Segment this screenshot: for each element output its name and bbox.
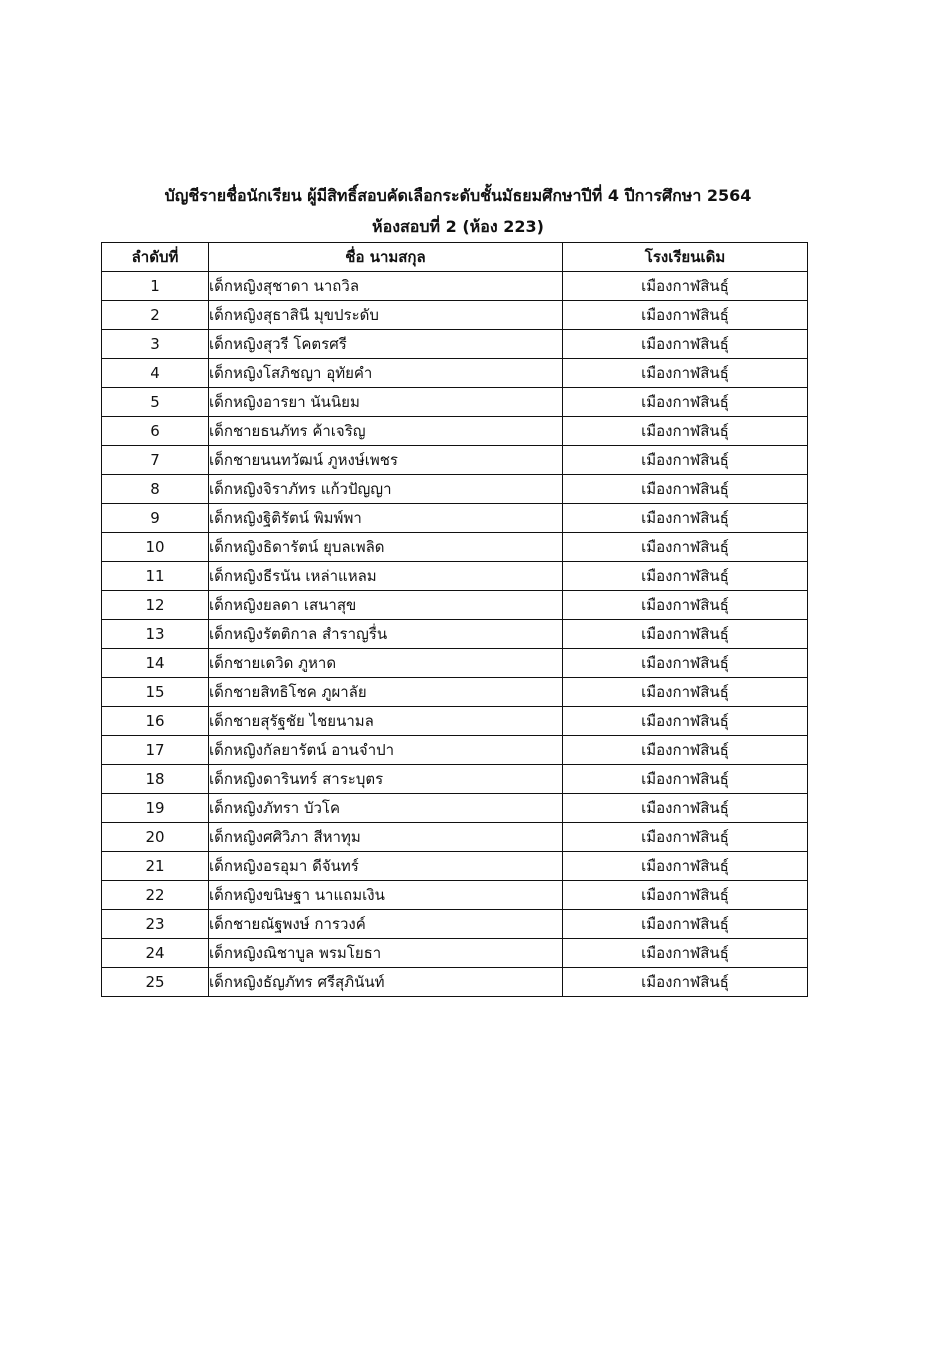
previous-school: เมืองกาฬสินธุ์	[563, 562, 808, 591]
table-body	[102, 272, 808, 997]
table-row	[102, 562, 808, 591]
row-number: 19	[102, 794, 209, 823]
row-number: 10	[102, 533, 209, 562]
row-number: 18	[102, 765, 209, 794]
row-number: 9	[102, 504, 209, 533]
previous-school: เมืองกาฬสินธุ์	[563, 417, 808, 446]
header-number: ลำดับที่	[102, 243, 209, 272]
table-row	[102, 707, 808, 736]
previous-school: เมืองกาฬสินธุ์	[563, 765, 808, 794]
row-number: 16	[102, 707, 209, 736]
student-name: เด็กชายนนทวัฒน์ ภูหงษ์เพชร	[209, 446, 563, 475]
previous-school: เมืองกาฬสินธุ์	[563, 591, 808, 620]
table-row	[102, 910, 808, 939]
previous-school: เมืองกาฬสินธุ์	[563, 910, 808, 939]
student-name: เด็กหญิงรัตติกาล สำราญรื่น	[209, 620, 563, 649]
header-school: โรงเรียนเดิม	[563, 243, 808, 272]
student-name: เด็กหญิงฐิติรัตน์ พิมพ์พา	[209, 504, 563, 533]
previous-school: เมืองกาฬสินธุ์	[563, 881, 808, 910]
row-number: 14	[102, 649, 209, 678]
previous-school: เมืองกาฬสินธุ์	[563, 446, 808, 475]
table-row	[102, 678, 808, 707]
row-number: 3	[102, 330, 209, 359]
previous-school: เมืองกาฬสินธุ์	[563, 475, 808, 504]
row-number: 15	[102, 678, 209, 707]
row-number: 22	[102, 881, 209, 910]
header-name: ชื่อ นามสกุล	[209, 243, 563, 272]
row-number: 5	[102, 388, 209, 417]
previous-school: เมืองกาฬสินธุ์	[563, 272, 808, 301]
row-number: 11	[102, 562, 209, 591]
student-name: เด็กหญิงธัญภัทร ศรีสุภินันท์	[209, 968, 563, 997]
table-row	[102, 649, 808, 678]
row-number: 20	[102, 823, 209, 852]
previous-school: เมืองกาฬสินธุ์	[563, 620, 808, 649]
student-name: เด็กหญิงสุวรี โคตรศรี	[209, 330, 563, 359]
table-row	[102, 417, 808, 446]
previous-school: เมืองกาฬสินธุ์	[563, 823, 808, 852]
table-row	[102, 388, 808, 417]
previous-school: เมืองกาฬสินธุ์	[563, 968, 808, 997]
row-number: 4	[102, 359, 209, 388]
student-name: เด็กหญิงสุธาสินี มุขประดับ	[209, 301, 563, 330]
student-name: เด็กหญิงศศิวิภา สีหาทุม	[209, 823, 563, 852]
table-row	[102, 765, 808, 794]
table-header-row	[102, 243, 808, 272]
student-name: เด็กชายณัฐพงษ์ การวงค์	[209, 910, 563, 939]
table-row	[102, 823, 808, 852]
previous-school: เมืองกาฬสินธุ์	[563, 678, 808, 707]
previous-school: เมืองกาฬสินธุ์	[563, 504, 808, 533]
student-name: เด็กหญิงอรอุมา ดีจันทร์	[209, 852, 563, 881]
exam-room-subtitle: ห้องสอบที่ 2 (ห้อง 223)	[372, 217, 544, 236]
previous-school: เมืองกาฬสินธุ์	[563, 736, 808, 765]
row-number: 6	[102, 417, 209, 446]
table-row	[102, 446, 808, 475]
student-name: เด็กหญิงขนิษฐา นาแถมเงิน	[209, 881, 563, 910]
table-row	[102, 620, 808, 649]
student-name: เด็กหญิงจิราภัทร แก้วปัญญา	[209, 475, 563, 504]
row-number: 12	[102, 591, 209, 620]
table-row	[102, 475, 808, 504]
student-name: เด็กหญิงอารยา นันนิยม	[209, 388, 563, 417]
table-row	[102, 330, 808, 359]
table-row	[102, 794, 808, 823]
row-number: 2	[102, 301, 209, 330]
student-name: เด็กหญิงยลดา เสนาสุข	[209, 591, 563, 620]
table-row	[102, 939, 808, 968]
row-number: 1	[102, 272, 209, 301]
previous-school: เมืองกาฬสินธุ์	[563, 939, 808, 968]
table-row	[102, 359, 808, 388]
student-name: เด็กหญิงสุชาดา นาถวิล	[209, 272, 563, 301]
previous-school: เมืองกาฬสินธุ์	[563, 649, 808, 678]
student-name: เด็กชายสุรัฐชัย ไชยนามล	[209, 707, 563, 736]
previous-school: เมืองกาฬสินธุ์	[563, 533, 808, 562]
previous-school: เมืองกาฬสินธุ์	[563, 388, 808, 417]
previous-school: เมืองกาฬสินธุ์	[563, 852, 808, 881]
previous-school: เมืองกาฬสินธุ์	[563, 794, 808, 823]
row-number: 17	[102, 736, 209, 765]
row-number: 21	[102, 852, 209, 881]
student-name: เด็กหญิงธีรนัน เหล่าแหลม	[209, 562, 563, 591]
table-row	[102, 504, 808, 533]
previous-school: เมืองกาฬสินธุ์	[563, 359, 808, 388]
student-name: เด็กหญิงณิชาบูล พรมโยธา	[209, 939, 563, 968]
previous-school: เมืองกาฬสินธุ์	[563, 301, 808, 330]
student-name: เด็กหญิงโสภิชญา อุทัยคำ	[209, 359, 563, 388]
row-number: 24	[102, 939, 209, 968]
table-row	[102, 591, 808, 620]
document-title: บัญชีรายชื่อนักเรียน ผู้มีสิทธิ์สอบคัดเลือกระดับชั้นมัธยมศึกษาปีที่ 4 ปีการศึกษา 2564	[164, 186, 752, 205]
previous-school: เมืองกาฬสินธุ์	[563, 707, 808, 736]
row-number: 8	[102, 475, 209, 504]
table-row	[102, 968, 808, 997]
student-roster-table	[101, 242, 808, 997]
row-number: 23	[102, 910, 209, 939]
previous-school: เมืองกาฬสินธุ์	[563, 330, 808, 359]
student-name: เด็กหญิงภัทรา บัวโค	[209, 794, 563, 823]
table-row	[102, 301, 808, 330]
table-row	[102, 533, 808, 562]
table-row	[102, 272, 808, 301]
row-number: 25	[102, 968, 209, 997]
row-number: 7	[102, 446, 209, 475]
table-row	[102, 736, 808, 765]
student-name: เด็กชายธนภัทร ค้าเจริญ	[209, 417, 563, 446]
table-row	[102, 852, 808, 881]
student-name: เด็กชายสิทธิโชค ภูผาลัย	[209, 678, 563, 707]
table-row	[102, 881, 808, 910]
student-name: เด็กหญิงกัลยารัตน์ อานจำปา	[209, 736, 563, 765]
student-name: เด็กหญิงดารินทร์ สาระบุตร	[209, 765, 563, 794]
student-name: เด็กชายเดวิด ภูหาด	[209, 649, 563, 678]
row-number: 13	[102, 620, 209, 649]
student-name: เด็กหญิงธิดารัตน์ ยุบลเพลิด	[209, 533, 563, 562]
